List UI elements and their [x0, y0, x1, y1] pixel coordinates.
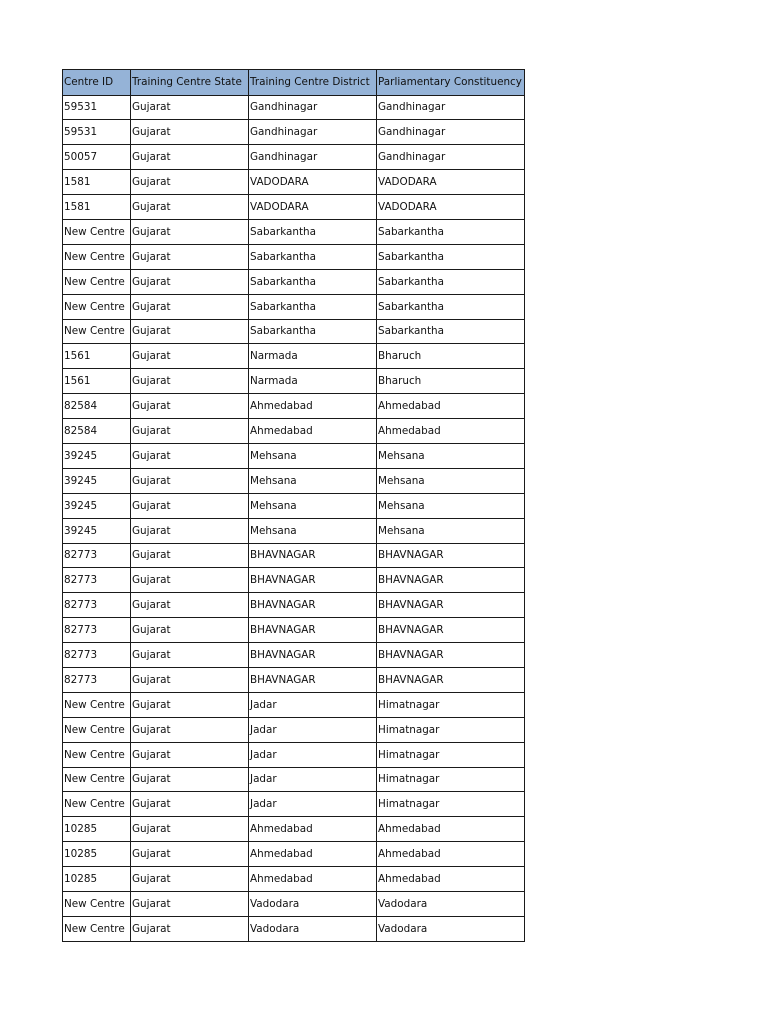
cell-training-centre-district: Sabarkantha [249, 319, 377, 344]
cell-training-centre-district: Mehsana [249, 493, 377, 518]
cell-training-centre-state: Gujarat [131, 369, 249, 394]
cell-training-centre-state: Gujarat [131, 568, 249, 593]
cell-training-centre-state: Gujarat [131, 219, 249, 244]
header-training-centre-district: Training Centre District [249, 70, 377, 96]
cell-centre-id: 1581 [63, 170, 131, 195]
cell-centre-id: 82584 [63, 419, 131, 444]
cell-centre-id: 1561 [63, 369, 131, 394]
cell-parliamentary-constituency: Himatnagar [377, 717, 525, 742]
cell-centre-id: 82773 [63, 667, 131, 692]
cell-training-centre-district: Jadar [249, 692, 377, 717]
cell-training-centre-district: Ahmedabad [249, 419, 377, 444]
cell-parliamentary-constituency: Ahmedabad [377, 817, 525, 842]
cell-centre-id: New Centre [63, 219, 131, 244]
cell-parliamentary-constituency: Himatnagar [377, 692, 525, 717]
cell-centre-id: New Centre [63, 319, 131, 344]
cell-training-centre-state: Gujarat [131, 195, 249, 220]
cell-centre-id: New Centre [63, 269, 131, 294]
table-row [63, 667, 525, 692]
cell-training-centre-state: Gujarat [131, 170, 249, 195]
table-row [63, 518, 525, 543]
cell-centre-id: New Centre [63, 892, 131, 917]
table-row [63, 468, 525, 493]
cell-centre-id: 39245 [63, 518, 131, 543]
table-row [63, 219, 525, 244]
table-row [63, 369, 525, 394]
header-parliamentary-constituency: Parliamentary Constituency [377, 70, 525, 96]
cell-parliamentary-constituency: Mehsana [377, 443, 525, 468]
table-row [63, 692, 525, 717]
table-row [63, 170, 525, 195]
cell-training-centre-district: Jadar [249, 792, 377, 817]
cell-centre-id: 39245 [63, 443, 131, 468]
table-row [63, 269, 525, 294]
table-row [63, 120, 525, 145]
cell-training-centre-district: Narmada [249, 344, 377, 369]
cell-training-centre-state: Gujarat [131, 817, 249, 842]
table-row [63, 95, 525, 120]
cell-training-centre-district: Ahmedabad [249, 842, 377, 867]
cell-training-centre-district: Vadodara [249, 916, 377, 941]
cell-parliamentary-constituency: Sabarkantha [377, 294, 525, 319]
cell-centre-id: 59531 [63, 95, 131, 120]
cell-centre-id: New Centre [63, 916, 131, 941]
cell-training-centre-district: Mehsana [249, 518, 377, 543]
cell-parliamentary-constituency: Vadodara [377, 892, 525, 917]
cell-parliamentary-constituency: Vadodara [377, 916, 525, 941]
cell-training-centre-district: Ahmedabad [249, 394, 377, 419]
cell-centre-id: 50057 [63, 145, 131, 170]
cell-centre-id: 59531 [63, 120, 131, 145]
table-row [63, 593, 525, 618]
cell-training-centre-state: Gujarat [131, 742, 249, 767]
cell-training-centre-district: BHAVNAGAR [249, 543, 377, 568]
table-row [63, 319, 525, 344]
table-row [63, 742, 525, 767]
table-row [63, 394, 525, 419]
cell-parliamentary-constituency: Bharuch [377, 369, 525, 394]
cell-training-centre-district: Jadar [249, 717, 377, 742]
table-row [63, 543, 525, 568]
cell-training-centre-state: Gujarat [131, 394, 249, 419]
cell-parliamentary-constituency: Gandhinagar [377, 95, 525, 120]
cell-training-centre-state: Gujarat [131, 443, 249, 468]
cell-parliamentary-constituency: Himatnagar [377, 792, 525, 817]
cell-training-centre-state: Gujarat [131, 269, 249, 294]
cell-parliamentary-constituency: Gandhinagar [377, 145, 525, 170]
table-row [63, 817, 525, 842]
cell-training-centre-state: Gujarat [131, 842, 249, 867]
cell-parliamentary-constituency: BHAVNAGAR [377, 643, 525, 668]
cell-training-centre-state: Gujarat [131, 717, 249, 742]
cell-centre-id: 10285 [63, 842, 131, 867]
cell-parliamentary-constituency: Sabarkantha [377, 319, 525, 344]
cell-training-centre-state: Gujarat [131, 792, 249, 817]
cell-parliamentary-constituency: BHAVNAGAR [377, 667, 525, 692]
cell-centre-id: 82773 [63, 593, 131, 618]
cell-centre-id: New Centre [63, 692, 131, 717]
cell-training-centre-state: Gujarat [131, 493, 249, 518]
cell-training-centre-state: Gujarat [131, 618, 249, 643]
cell-parliamentary-constituency: Mehsana [377, 518, 525, 543]
table-row [63, 892, 525, 917]
cell-training-centre-district: Vadodara [249, 892, 377, 917]
cell-parliamentary-constituency: Ahmedabad [377, 419, 525, 444]
cell-training-centre-district: BHAVNAGAR [249, 618, 377, 643]
cell-training-centre-state: Gujarat [131, 692, 249, 717]
cell-parliamentary-constituency: Mehsana [377, 493, 525, 518]
cell-parliamentary-constituency: Mehsana [377, 468, 525, 493]
cell-training-centre-district: Narmada [249, 369, 377, 394]
cell-training-centre-state: Gujarat [131, 867, 249, 892]
header-centre-id: Centre ID [63, 70, 131, 96]
cell-training-centre-state: Gujarat [131, 344, 249, 369]
cell-parliamentary-constituency: Sabarkantha [377, 269, 525, 294]
table-row [63, 195, 525, 220]
cell-parliamentary-constituency: BHAVNAGAR [377, 618, 525, 643]
cell-training-centre-district: Gandhinagar [249, 120, 377, 145]
table-row [63, 767, 525, 792]
training-centre-table [62, 69, 525, 942]
table-row [63, 294, 525, 319]
table-row [63, 916, 525, 941]
cell-training-centre-district: Sabarkantha [249, 244, 377, 269]
cell-training-centre-district: BHAVNAGAR [249, 593, 377, 618]
cell-training-centre-district: Ahmedabad [249, 867, 377, 892]
cell-centre-id: New Centre [63, 792, 131, 817]
training-centre-table-container [62, 69, 525, 942]
cell-parliamentary-constituency: BHAVNAGAR [377, 593, 525, 618]
cell-training-centre-district: Ahmedabad [249, 817, 377, 842]
table-row [63, 618, 525, 643]
cell-training-centre-state: Gujarat [131, 468, 249, 493]
cell-centre-id: 82773 [63, 643, 131, 668]
cell-training-centre-district: VADODARA [249, 195, 377, 220]
cell-parliamentary-constituency: Himatnagar [377, 767, 525, 792]
cell-training-centre-state: Gujarat [131, 145, 249, 170]
header-training-centre-state: Training Centre State [131, 70, 249, 96]
cell-training-centre-district: Sabarkantha [249, 294, 377, 319]
cell-training-centre-state: Gujarat [131, 667, 249, 692]
cell-training-centre-state: Gujarat [131, 892, 249, 917]
cell-training-centre-district: Mehsana [249, 468, 377, 493]
cell-training-centre-state: Gujarat [131, 294, 249, 319]
table-row [63, 244, 525, 269]
cell-centre-id: 10285 [63, 817, 131, 842]
cell-training-centre-district: VADODARA [249, 170, 377, 195]
table-row [63, 842, 525, 867]
cell-parliamentary-constituency: Ahmedabad [377, 842, 525, 867]
cell-training-centre-state: Gujarat [131, 244, 249, 269]
table-body [63, 95, 525, 941]
cell-centre-id: 10285 [63, 867, 131, 892]
cell-centre-id: 1561 [63, 344, 131, 369]
cell-training-centre-state: Gujarat [131, 319, 249, 344]
cell-parliamentary-constituency: VADODARA [377, 170, 525, 195]
table-row [63, 145, 525, 170]
table-row [63, 443, 525, 468]
cell-training-centre-state: Gujarat [131, 95, 249, 120]
cell-parliamentary-constituency: Gandhinagar [377, 120, 525, 145]
cell-parliamentary-constituency: BHAVNAGAR [377, 568, 525, 593]
cell-training-centre-district: Mehsana [249, 443, 377, 468]
table-row [63, 867, 525, 892]
cell-training-centre-state: Gujarat [131, 518, 249, 543]
cell-centre-id: 82584 [63, 394, 131, 419]
cell-parliamentary-constituency: Ahmedabad [377, 394, 525, 419]
cell-training-centre-state: Gujarat [131, 543, 249, 568]
cell-training-centre-district: Gandhinagar [249, 95, 377, 120]
table-row [63, 792, 525, 817]
cell-centre-id: 39245 [63, 493, 131, 518]
table-row [63, 493, 525, 518]
cell-training-centre-state: Gujarat [131, 916, 249, 941]
table-row [63, 643, 525, 668]
cell-training-centre-state: Gujarat [131, 767, 249, 792]
cell-training-centre-district: BHAVNAGAR [249, 568, 377, 593]
cell-centre-id: New Centre [63, 767, 131, 792]
cell-training-centre-state: Gujarat [131, 120, 249, 145]
cell-training-centre-district: Jadar [249, 767, 377, 792]
cell-centre-id: 39245 [63, 468, 131, 493]
table-row [63, 568, 525, 593]
cell-parliamentary-constituency: Himatnagar [377, 742, 525, 767]
cell-training-centre-state: Gujarat [131, 643, 249, 668]
cell-training-centre-state: Gujarat [131, 593, 249, 618]
cell-centre-id: New Centre [63, 742, 131, 767]
cell-training-centre-district: BHAVNAGAR [249, 643, 377, 668]
table-row [63, 344, 525, 369]
cell-parliamentary-constituency: Sabarkantha [377, 219, 525, 244]
table-header-row [63, 70, 525, 96]
cell-centre-id: New Centre [63, 294, 131, 319]
cell-centre-id: 82773 [63, 618, 131, 643]
cell-parliamentary-constituency: Sabarkantha [377, 244, 525, 269]
cell-parliamentary-constituency: Ahmedabad [377, 867, 525, 892]
cell-centre-id: 82773 [63, 568, 131, 593]
cell-centre-id: 1581 [63, 195, 131, 220]
cell-parliamentary-constituency: VADODARA [377, 195, 525, 220]
cell-training-centre-district: Sabarkantha [249, 269, 377, 294]
cell-training-centre-district: Jadar [249, 742, 377, 767]
cell-training-centre-district: BHAVNAGAR [249, 667, 377, 692]
cell-centre-id: 82773 [63, 543, 131, 568]
table-row [63, 717, 525, 742]
cell-centre-id: New Centre [63, 717, 131, 742]
cell-parliamentary-constituency: BHAVNAGAR [377, 543, 525, 568]
cell-centre-id: New Centre [63, 244, 131, 269]
table-row [63, 419, 525, 444]
cell-training-centre-district: Gandhinagar [249, 145, 377, 170]
cell-parliamentary-constituency: Bharuch [377, 344, 525, 369]
cell-training-centre-state: Gujarat [131, 419, 249, 444]
cell-training-centre-district: Sabarkantha [249, 219, 377, 244]
